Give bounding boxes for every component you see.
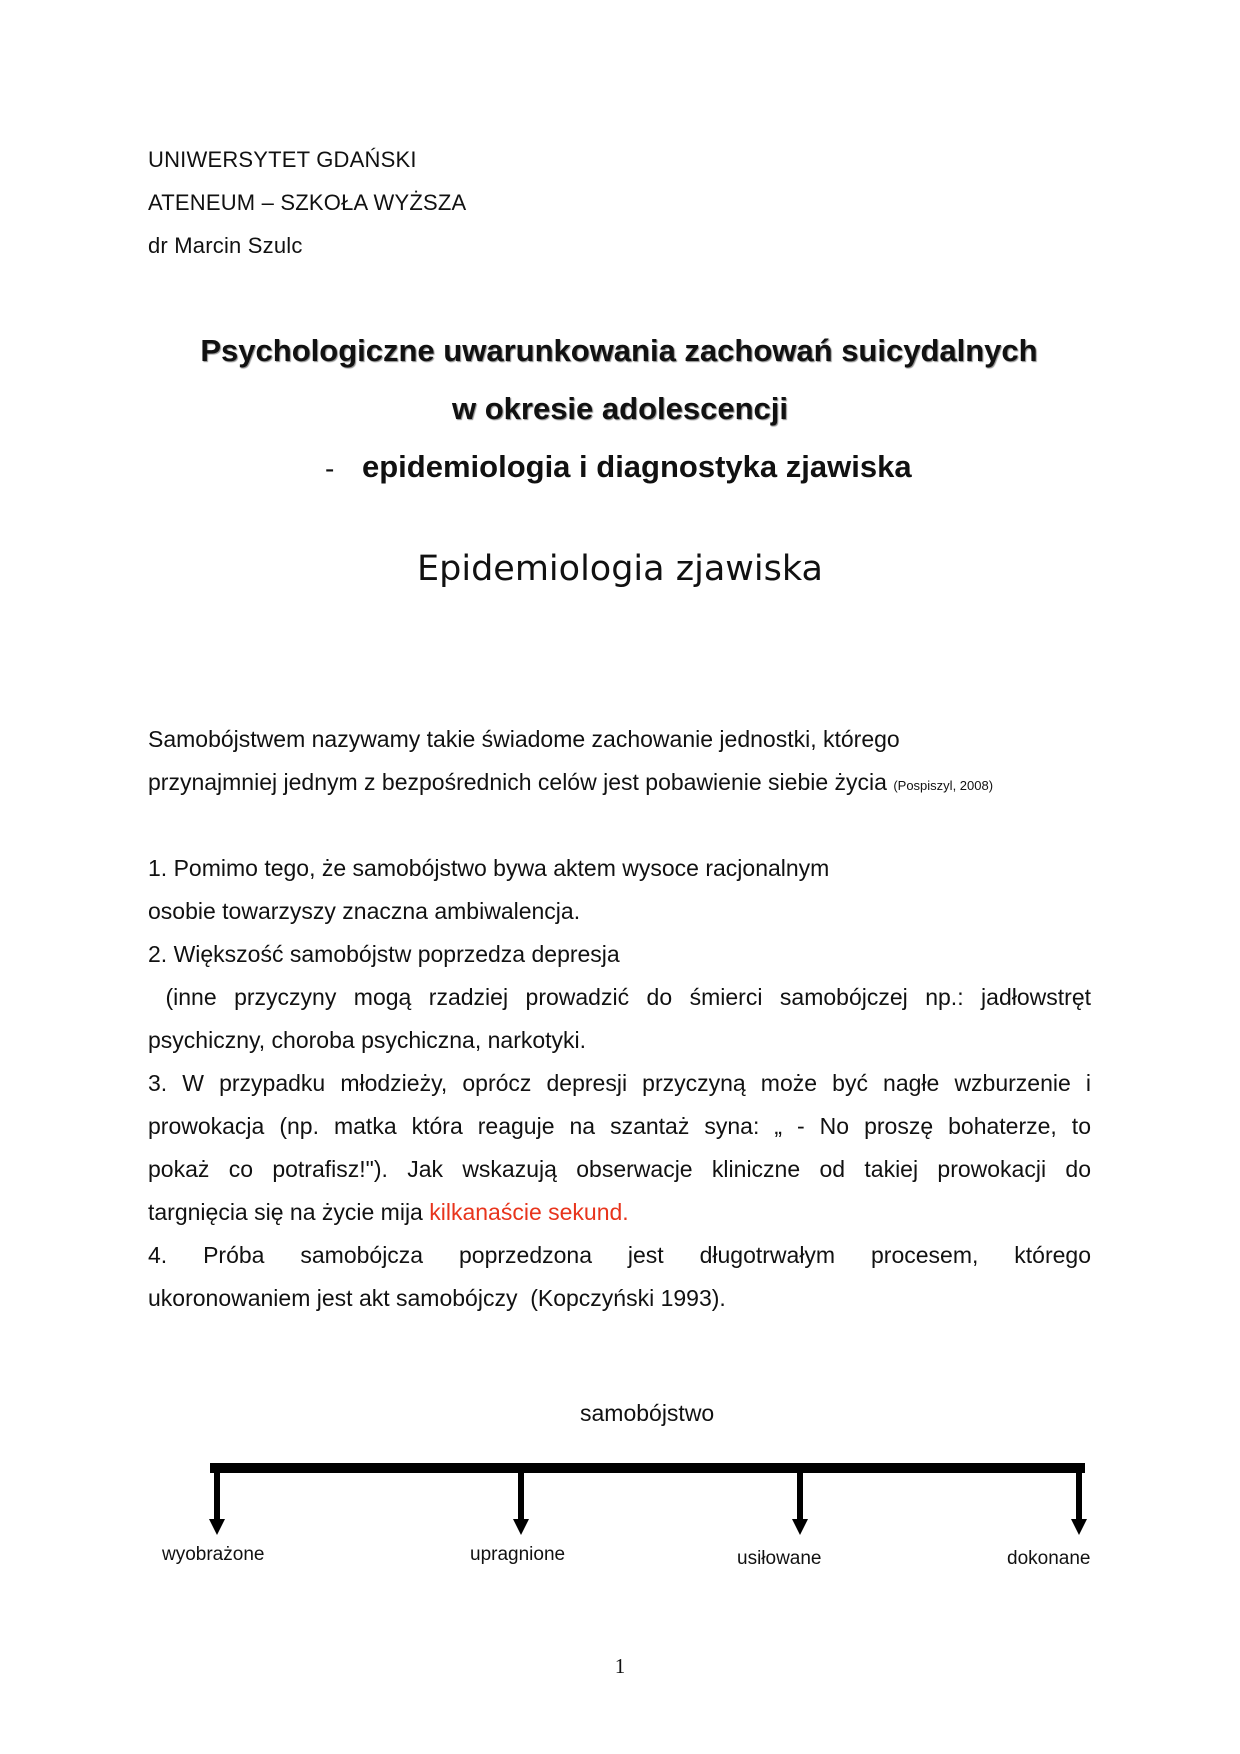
diagram-label-attempted: usiłowane	[737, 1548, 822, 1569]
point-2-line-2: (inne przyczyny mogą rzadziej prowadzić do śmierci samobójczej np.: jadłowstręt	[148, 984, 1091, 1010]
author-name: dr Marcin Szulc	[148, 233, 303, 258]
highlight-text: kilkanaście sekund.	[429, 1199, 629, 1225]
point-2-line-1: 2. Większość samobójstw poprzedza depresja	[148, 941, 620, 967]
arrow-1	[209, 1473, 225, 1535]
point-4-line-1: 4. Próba samobójcza poprzedzona jest długotrwałym procesem, którego	[148, 1242, 1091, 1268]
title-dash: -	[325, 453, 335, 484]
title-line-2: w okresie adolescencji	[451, 391, 788, 426]
point-3-line-2: prowokacja (np. matka która reaguje na szantaż syna: „ - No proszę bohaterze, to	[148, 1113, 1091, 1139]
point-2-line-3: psychiczny, choroba psychiczna, narkotyki.	[148, 1027, 587, 1053]
point-1-line-1: 1. Pomimo tego, że samobójstwo bywa aktem wysoce racjonalnym	[148, 855, 830, 881]
point-3-line-3: pokaż co potrafisz!"). Jak wskazują obserwacje kliniczne od takiej prowokacji do	[148, 1156, 1091, 1182]
title-line-1: Psychologiczne uwarunkowania zachowań suicydalnych	[200, 333, 1038, 368]
point-1-line-2: osobie towarzyszy znaczna ambiwalencja.	[148, 898, 581, 924]
point-3-line-1: 3. W przypadku młodzieży, oprócz depresji przyczyną może być nagłe wzburzenie i	[148, 1070, 1091, 1096]
timeline-bar	[210, 1463, 1085, 1473]
definition-citation: (Pospiszyl, 2008)	[893, 778, 994, 793]
arrow-2	[513, 1473, 529, 1535]
diagram-label-imagined: wyobrażone	[162, 1544, 265, 1565]
point-4-line-2: ukoronowaniem jest akt samobójczy (Kopczyński 1993).	[148, 1285, 726, 1311]
school-name: ATENEUM – SZKOŁA WYŻSZA	[148, 190, 467, 215]
university-name: UNIWERSYTET GDAŃSKI	[148, 147, 417, 172]
diagram-label-desired: upragnione	[470, 1544, 566, 1565]
section-heading: Epidemiologia zjawiska	[417, 549, 823, 589]
definition-line-1: Samobójstwem nazywamy takie świadome zachowanie jednostki, którego	[148, 726, 900, 752]
title-line-3: epidemiologia i diagnostyka zjawiska	[362, 449, 912, 484]
page-number: 1	[614, 1654, 626, 1678]
diagram-label-completed: dokonane	[1007, 1548, 1091, 1569]
definition-text: przynajmniej jednym z bezpośrednich celów jest pobawienie siebie życia	[148, 769, 887, 795]
arrow-4	[1071, 1473, 1087, 1535]
diagram-title: samobójstwo	[580, 1400, 715, 1426]
point-3-line-4-text: targnięcia się na życie mija	[148, 1199, 430, 1225]
arrow-3	[792, 1473, 808, 1535]
